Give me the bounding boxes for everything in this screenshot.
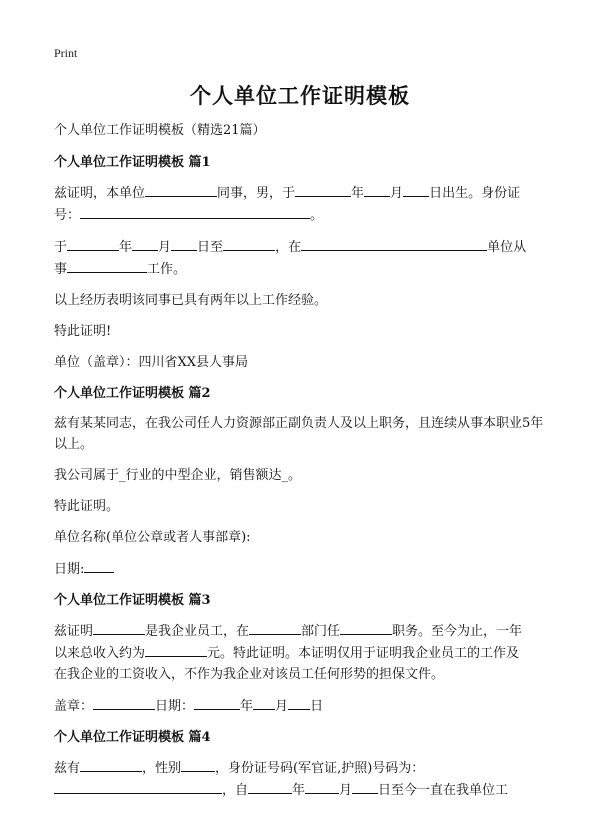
document-body (54, 120, 550, 811)
blank-line (223, 236, 275, 251)
blank-line (403, 182, 429, 197)
blank-line (145, 642, 207, 657)
blank-line (364, 182, 390, 197)
blank-line (93, 695, 155, 710)
section2-paragraph-5: 日期: (54, 558, 550, 580)
blank-line (253, 695, 275, 710)
blank-line (67, 258, 147, 273)
blank-line (305, 779, 339, 794)
blank-line (301, 236, 487, 251)
page-title: 个人单位工作证明模板 (190, 83, 410, 108)
blank-line (295, 182, 351, 197)
blank-line (194, 695, 240, 710)
section1-paragraph-5: 单位（盖章）：四川省XX县人事局 (54, 355, 249, 370)
section1-paragraph-1: 兹证明，本单位 同事，男，于 年 月 日出生。身份证 号： 。 (54, 182, 550, 226)
blank-line (249, 620, 301, 635)
print-label: Print (54, 46, 78, 60)
blank-line (145, 182, 217, 197)
blank-line (80, 204, 310, 219)
section3-paragraph-1: 兹证明 是我企业员工，在 部门任 职务。至今为止，一年 以来总收入约为 元。特此证明。本证明仅用于证明我企业员工的工作及 在我企业的工资收入，不作为我企业对该员工任何形势的担保文件。 (54, 620, 550, 685)
blank-line (248, 779, 292, 794)
blank-line (67, 236, 119, 251)
section1-paragraph-3: 以上经历表明该同事已具有两年以上工作经验。 (54, 293, 328, 308)
section-heading: 个人单位工作证明模板 篇3 (54, 593, 211, 608)
section3-paragraph-2: 盖章： 日期： 年 月 日 (54, 695, 550, 717)
blank-line (352, 779, 378, 794)
document-subtitle: 个人单位工作证明模板（精选21篇） (54, 123, 266, 138)
blank-line (54, 779, 222, 794)
section2-paragraph-3: 特此证明。 (54, 499, 120, 514)
blank-line (340, 620, 392, 635)
section1-paragraph-2: 于 年 月 日至 ，在 单位从 事 工作。 (54, 236, 550, 280)
blank-line (181, 757, 215, 772)
section-heading: 个人单位工作证明模板 篇4 (54, 730, 211, 745)
blank-line (288, 695, 310, 710)
section2-paragraph-2: 我公司属于_行业的中型企业，销售额达_。 (54, 468, 302, 483)
section1-paragraph-4: 特此证明! (54, 324, 112, 339)
section2-paragraph-1: 兹有某某同志，在我公司任人力资源部正副负责人及以上职务，且连续从事本职业5年以上。 (54, 416, 544, 452)
section4-paragraph-1: 兹有 ，性别 ，身份证号码(军官证,护照)号码为： ，自 年 月 日至今一直在我单位工 (54, 757, 550, 801)
blank-line (93, 620, 145, 635)
section2-paragraph-4: 单位名称(单位公章或者人事部章): (54, 530, 251, 545)
section-heading: 个人单位工作证明模板 篇1 (54, 155, 211, 170)
blank-line (171, 236, 197, 251)
blank-line (132, 236, 158, 251)
blank-line (84, 558, 114, 573)
blank-line (80, 757, 142, 772)
section-heading: 个人单位工作证明模板 篇2 (54, 386, 211, 401)
